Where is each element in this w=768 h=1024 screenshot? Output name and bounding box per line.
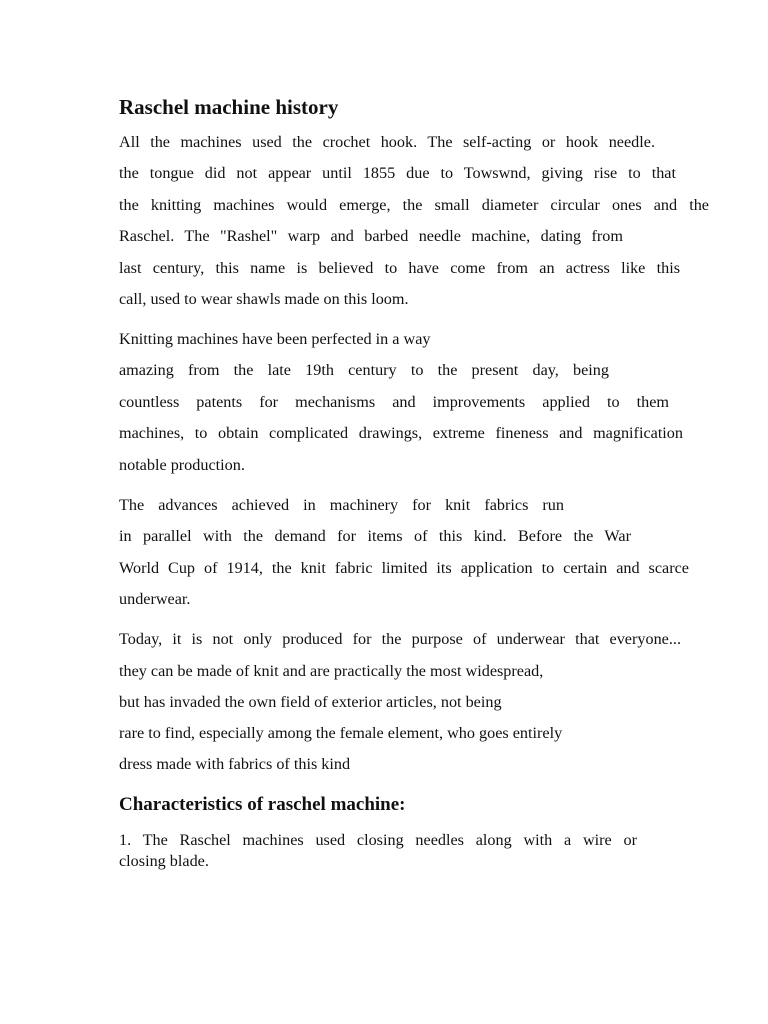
text-line: in parallel with the demand for items of this kind. Before the War [119,527,631,545]
text-line: closing blade. [119,852,209,870]
text-line: notable production. [119,456,245,474]
text-line: amazing from the late 19th century to the present day, being [119,361,609,379]
text-line: countless patents for mechanisms and improvements applied to them [119,393,669,411]
text-line: The advances achieved in machinery for knit fabrics run [119,496,564,514]
text-line: World Cup of 1914, the knit fabric limited its application to certain and scarce [119,559,689,577]
section-heading-characteristics: Characteristics of raschel machine: [119,794,406,815]
text-line: All the machines used the crochet hook. The self-acting or hook needle. [119,133,655,151]
text-line: rare to find, especially among the female element, who goes entirely [119,724,563,742]
text-line: the tongue did not appear until 1855 due to Towswnd, giving rise to that [119,164,676,182]
text-line: machines, to obtain complicated drawings, extreme fineness and magnification [119,424,683,442]
section-heading-history: Raschel machine history [119,95,339,119]
text-line: call, used to wear shawls made on this loom. [119,290,409,308]
text-line: 1. The Raschel machines used closing needles along with a wire or [119,831,637,849]
text-line: last century, this name is believed to have come from an actress like this [119,259,680,277]
text-line: underwear. [119,590,191,608]
text-line: Raschel. The "Rashel" warp and barbed needle machine, dating from [119,227,623,245]
text-line: dress made with fabrics of this kind [119,755,351,773]
text-line: Today, it is not only produced for the purpose of underwear that everyone... [119,630,681,648]
text-line: the knitting machines would emerge, the small diameter circular ones and the [119,196,709,214]
text-line: Knitting machines have been perfected in a way [119,330,431,348]
text-line: they can be made of knit and are practically the most widespread, [119,662,544,680]
text-line: but has invaded the own field of exterior articles, not being [119,693,502,711]
